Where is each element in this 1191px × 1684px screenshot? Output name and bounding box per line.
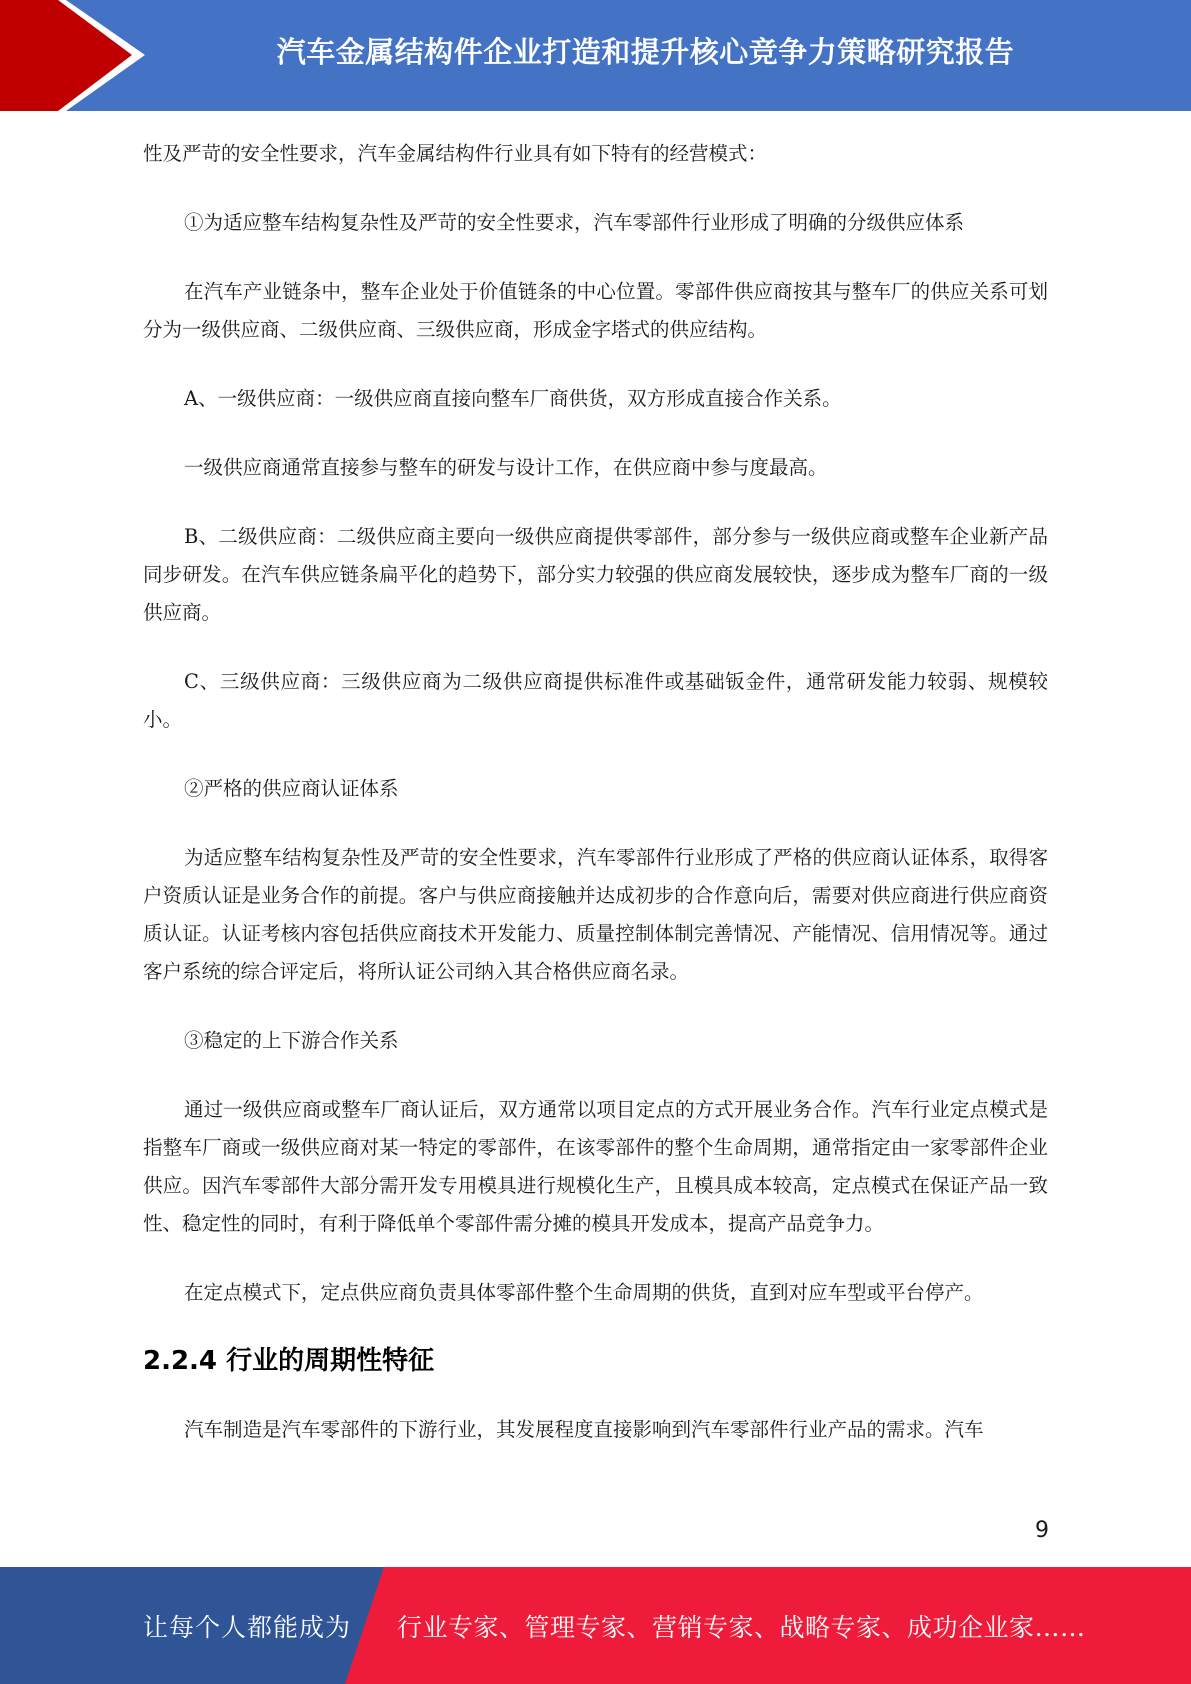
- paragraph: 性及严苛的安全性要求，汽车金属结构件行业具有如下特有的经营模式：: [143, 142, 768, 165]
- paragraph: 汽车制造是汽车零部件的下游行业，其发展程度直接影响到汽车零部件行业产品的需求。汽车: [184, 1418, 984, 1441]
- paragraph: 一级供应商通常直接参与整车的研发与设计工作，在供应商中参与度最高。: [184, 456, 828, 479]
- paragraph: 在定点模式下，定点供应商负责具体零部件整个生命周期的供货，直到对应车型或平台停产。: [184, 1281, 984, 1304]
- page-number: 9: [1035, 1518, 1049, 1543]
- paragraph: ②严格的供应商认证体系: [184, 777, 399, 800]
- section-heading: 2.2.4 行业的周期性特征: [143, 1346, 435, 1376]
- page-header: [0, 0, 1191, 111]
- paragraph: ①为适应整车结构复杂性及严苛的安全性要求，汽车零部件行业形成了明确的分级供应体系: [184, 211, 965, 234]
- footer-slogan-right: 行业专家、管理专家、营销专家、战略专家、成功企业家……: [397, 1612, 1086, 1642]
- paragraph: A、一级供应商：一级供应商直接向整车厂商供货，双方形成直接合作关系。: [184, 387, 842, 410]
- paragraph: ③稳定的上下游合作关系: [184, 1029, 399, 1052]
- page-footer: [0, 1567, 1191, 1684]
- report-title: 汽车金属结构件企业打造和提升核心竞争力策略研究报告: [276, 34, 1015, 69]
- page-content: [143, 135, 1048, 1480]
- paragraph: C、三级供应商：三级供应商为二级供应商提供标准件或基础钣金件，通常研发能力较弱、规模较小。: [143, 670, 1048, 731]
- footer-slogan-left: 让每个人都能成为: [143, 1612, 352, 1642]
- paragraph: B、二级供应商：二级供应商主要向一级供应商提供零部件，部分参与一级供应商或整车企业新产品同步研发。在汽车供应链条扁平化的趋势下，部分实力较强的供应商发展较快，逐步成为整车厂商的一级供应商。: [143, 525, 1048, 624]
- paragraph: 在汽车产业链条中，整车企业处于价值链条的中心位置。零部件供应商按其与整车厂的供应关系可划分为一级供应商、二级供应商、三级供应商，形成金字塔式的供应结构。: [143, 280, 1048, 341]
- paragraph: 为适应整车结构复杂性及严苛的安全性要求，汽车零部件行业形成了严格的供应商认证体系，取得客户资质认证是业务合作的前提。客户与供应商接触并达成初步的合作意向后，需要对供应商进行供应商资质认证。认证考核内容包括供应商技术开发能力、质量控制体制完善情况、产能情况、信用情况等。通过客户系统的综合评定后，将所认证公司纳入其合格供应商名录。: [143, 846, 1048, 983]
- paragraph: 通过一级供应商或整车厂商认证后，双方通常以项目定点的方式开展业务合作。汽车行业定点模式是指整车厂商或一级供应商对某一特定的零部件，在该零部件的整个生命周期，通常指定由一家零部件企业供应。因汽车零部件大部分需开发专用模具进行规模化生产，且模具成本较高，定点模式在保证产品一致性、稳定性的同时，有利于降低单个零部件需分摊的模具开发成本，提高产品竞争力。: [143, 1098, 1048, 1235]
